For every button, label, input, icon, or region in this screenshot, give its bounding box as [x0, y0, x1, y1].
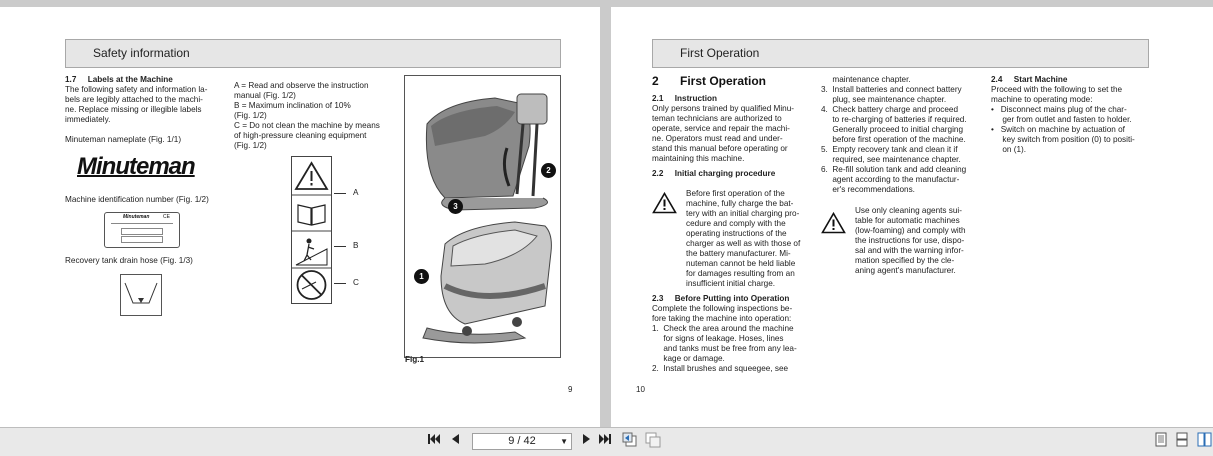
text-line: aning agent's manufacturer. — [855, 266, 956, 275]
text-line: Complete the following inspections be- — [652, 304, 793, 313]
symbol-letter-a: A — [353, 188, 359, 197]
text-line: 6. Re-fill solution tank and add cleaning — [821, 165, 967, 174]
text-line: (Fig. 1/2) — [234, 111, 267, 120]
text-line: machine to operating mode: — [991, 95, 1093, 104]
section-heading: 2.3 Before Putting into Operation — [652, 294, 790, 303]
dropdown-icon[interactable]: ▼ — [560, 437, 568, 446]
safety-label-strip — [291, 156, 332, 304]
text-line: cedure and comply with the — [686, 219, 786, 228]
go-back-icon[interactable] — [622, 432, 638, 451]
incline-icon — [296, 239, 327, 266]
machine-id-label: Machine identification number (Fig. 1/2) — [65, 195, 209, 204]
text-line: ger from outlet and fasten to holder. — [991, 115, 1132, 124]
symbol-letter-b: B — [353, 241, 359, 250]
text-line: machine, fully charge the bat- — [686, 199, 794, 208]
section-heading: 1.7 Labels at the Machine — [65, 75, 173, 84]
inspection-text — [652, 304, 797, 374]
text-line: A = Read and observe the instruction — [234, 81, 369, 90]
prev-page-icon[interactable] — [450, 432, 462, 449]
last-page-icon[interactable] — [598, 432, 612, 449]
text-line: teman technicians are authorized to — [652, 114, 782, 123]
id-plate-image: Minuteman CE — [104, 212, 180, 248]
text-line: immediately. — [65, 115, 111, 124]
intro-text — [65, 85, 207, 125]
next-page-icon[interactable] — [580, 432, 592, 449]
checklist-continued — [821, 75, 967, 195]
text-line: maintenance chapter. — [821, 75, 911, 84]
scrubber-illustration — [405, 76, 560, 357]
continuous-icon[interactable] — [1176, 432, 1188, 451]
text-line: charger as well as with those of — [686, 239, 801, 248]
text-line: 3. Install batteries and connect battery — [821, 85, 962, 94]
text-line: maintaining this machine. — [652, 154, 745, 163]
text-line: plug, see maintenance chapter. — [821, 95, 947, 104]
warning-triangle-icon — [652, 192, 677, 214]
text-line: of high-pressure cleaning equipment — [234, 131, 367, 140]
page-number-field[interactable] — [472, 433, 572, 450]
text-line: kage or damage. — [652, 354, 725, 363]
start-machine-text — [991, 85, 1135, 155]
text-line: 2. Install brushes and squeegee, see — [652, 364, 789, 373]
text-line: mation specified by the cle- — [855, 256, 955, 265]
left-page — [0, 7, 600, 427]
text-line: ne. Replace missing or illegible labels — [65, 105, 202, 114]
first-page-icon[interactable] — [427, 432, 441, 449]
text-line: key switch from position (0) to positi- — [991, 135, 1135, 144]
page-indicator: 9 / 42 — [508, 435, 536, 447]
text-line: Use only cleaning agents sui- — [855, 206, 962, 215]
text-line: operate, service and repair the machi- — [652, 124, 790, 133]
symbol-letter-c: C — [353, 278, 359, 287]
text-line: agent according to the manufactur- — [821, 175, 960, 184]
go-forward-icon[interactable] — [645, 432, 661, 451]
text-line: er's recommendations. — [821, 185, 915, 194]
hose-label: Recovery tank drain hose (Fig. 1/3) — [65, 256, 193, 265]
charging-warning-text — [686, 189, 800, 289]
cleaning-agent-warning-text — [855, 206, 966, 276]
single-page-icon[interactable] — [1155, 432, 1167, 451]
text-line: (low-foaming) and comply with — [855, 226, 966, 235]
text-line: insufficient initial charge. — [686, 279, 776, 288]
no-high-pressure-icon — [298, 271, 326, 299]
text-line: operating instructions of the — [686, 229, 787, 238]
text-line: manual (Fig. 1/2) — [234, 91, 296, 100]
text-line: 1. Check the area around the machine — [652, 324, 794, 333]
text-line: on (1). — [991, 145, 1027, 154]
text-line: The following safety and information la- — [65, 85, 208, 94]
chapter-title: First Operation — [680, 74, 767, 88]
text-line: B = Maximum inclination of 10% — [234, 101, 351, 110]
text-line: required, see maintenance chapter. — [821, 155, 961, 164]
two-page-icon[interactable] — [1197, 432, 1213, 451]
text-line: 5. Empty recovery tank and clean it if — [821, 145, 958, 154]
text-line: nuteman cannot be held liable — [686, 259, 796, 268]
id-plate-brand: Minuteman — [123, 214, 150, 220]
text-line: bels are legibly attached to the machi- — [65, 95, 203, 104]
text-line: Proceed with the following to set the — [991, 85, 1123, 94]
drain-hose-label-image — [120, 274, 162, 316]
text-line: stand this manual before operating or — [652, 144, 788, 153]
legend-text — [234, 81, 380, 151]
page-number: 10 — [636, 385, 645, 394]
text-line: • Switch on machine by actuation of — [991, 125, 1125, 134]
viewer-toolbar — [0, 427, 1213, 456]
read-manual-icon — [298, 205, 325, 225]
text-line: and tanks must be free from any lea- — [652, 344, 797, 353]
text-line: (Fig. 1/2) — [234, 141, 267, 150]
text-line: 4. Check battery charge and proceed — [821, 105, 958, 114]
drain-icon — [121, 275, 161, 315]
text-line: fore taking the machine into operation: — [652, 314, 792, 323]
text-line: ne. Operators must read and under- — [652, 134, 783, 143]
text-line: • Disconnect mains plug of the char- — [991, 105, 1127, 114]
text-line: the instructions for use, dispo- — [855, 236, 965, 245]
minuteman-logo: Minuteman — [77, 153, 195, 180]
text-line: before first operation of the machine. — [821, 135, 966, 144]
text-line: Generally proceed to initial charging — [821, 125, 963, 134]
text-line: tery with an initial charging pro- — [686, 209, 800, 218]
machine-figure — [404, 75, 561, 358]
text-line: for signs of leakage. Hoses, lines — [652, 334, 784, 343]
section-heading: 2.4 Start Machine — [991, 75, 1068, 84]
section-heading: 2.2 Initial charging procedure — [652, 169, 776, 178]
instruction-text — [652, 104, 794, 164]
text-line: C = Do not clean the machine by means — [234, 121, 380, 130]
callout-3: 3 — [448, 199, 463, 214]
chapter-number: 2 — [652, 74, 659, 88]
callout-1: 1 — [414, 269, 429, 284]
text-line: for damages resulting from an — [686, 269, 795, 278]
text-line: sal and with the warning infor- — [855, 246, 964, 255]
text-line: Before first operation of the — [686, 189, 785, 198]
warning-triangle-icon — [296, 163, 327, 189]
page-header: First Operation — [652, 39, 1149, 68]
section-heading: 2.1 Instruction — [652, 94, 718, 103]
text-line: to re-charging of batteries if required. — [821, 115, 967, 124]
nameplate-label: Minuteman nameplate (Fig. 1/1) — [65, 135, 182, 144]
right-page — [611, 7, 1213, 427]
page-number: 9 — [568, 385, 573, 394]
figure-caption: Fig.1 — [405, 355, 425, 364]
text-line: the battery manufacturer. Mi- — [686, 249, 791, 258]
text-line: Only persons trained by qualified Minu- — [652, 104, 794, 113]
safety-symbols — [292, 157, 331, 303]
callout-2: 2 — [541, 163, 556, 178]
text-line: table for automatic machines — [855, 216, 960, 225]
warning-triangle-icon — [821, 212, 846, 234]
page-header: Safety information — [65, 39, 561, 68]
